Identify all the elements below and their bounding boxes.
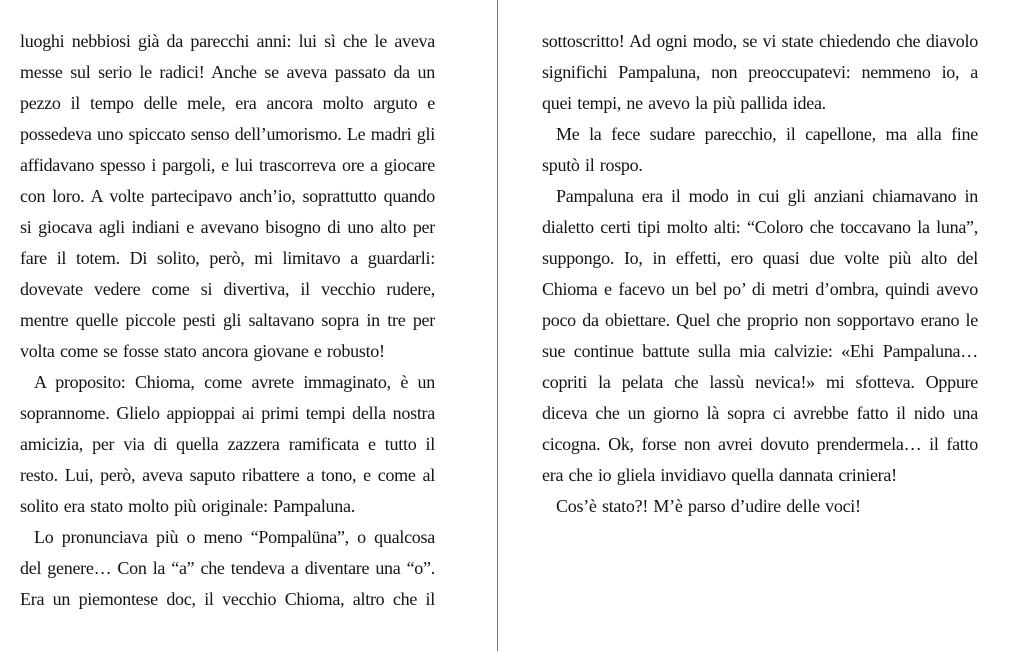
paragraph: Pampaluna era il modo in cui gli anziani chiamavano in dialetto certi tipi molto alti: “Coloro che toccavano la luna”, suppongo. Io, in effetti, ero quasi due volte più alto del Chioma e facevo un bel po’ di metri d’ombra, quindi avevo poco da obiettare. Quel che proprio non sopportavo erano le sue continue battute sulla mia calvizie: «Ehi Pampaluna… copriti la pelata che lassù nevica!» mi sfotteva. Oppure diceva che un giorno là sopra ci avrebbe fatto il nido una cicogna. Ok, forse non avrei dovuto prendermela… il fatto era che io gliela invidiavo quella dannata criniera! [542, 186, 978, 485]
paragraph: luoghi nebbiosi già da parecchi anni: lui sì che le aveva messe sul serio le radici! Anche se aveva passato da un pezzo il tempo delle mele, era ancora molto arguto e possedeva uno spiccato senso dell’umorismo. Le madri gli affidavano spesso i pargoli, e lui trascorreva ore a giocare con loro. A volte partecipavo anch’io, soprattutto quando si giocava agli indiani e avevano bisogno di uno alto per fare il totem. Di solito, però, mi limitavo a guardarli: dovevate vedere come si divertiva, il vecchio rudere, mentre quelle piccole pesti gli saltavano sopra in tre per volta come se fosse stato ancora giovane e robusto! [20, 31, 435, 361]
left-page-text [20, 26, 435, 615]
paragraph: Me la fece sudare parecchio, il capellone, ma alla fine sputò il rospo. [542, 124, 978, 175]
paragraph: A proposito: Chioma, come avrete immaginato, è un soprannome. Glielo appioppai ai primi tempi della nostra amicizia, per via di quella zazzera ramificata e tutto il resto. Lui, però, aveva saputo ribattere a tono, e come al solito era stato molto più originale: Pampaluna. [20, 372, 435, 516]
page-divider [497, 0, 498, 651]
paragraph: Cos’è stato?! M’è parso d’udire delle voci! [556, 496, 861, 516]
paragraph: Lo pronunciava più o meno “Pompalüna”, o qualcosa del genere… Con la “a” che tendeva a diventare una “o”. Era un piemontese doc, il vecchio Chioma, altro che il [20, 527, 435, 609]
right-page-text [542, 26, 978, 522]
right-page [542, 26, 978, 638]
left-page [20, 26, 435, 638]
paragraph: sottoscritto! Ad ogni modo, se vi state chiedendo che diavolo significhi Pampaluna, non preoccupatevi: nemmeno io, a quei tempi, ne avevo la più pallida idea. [542, 31, 978, 113]
